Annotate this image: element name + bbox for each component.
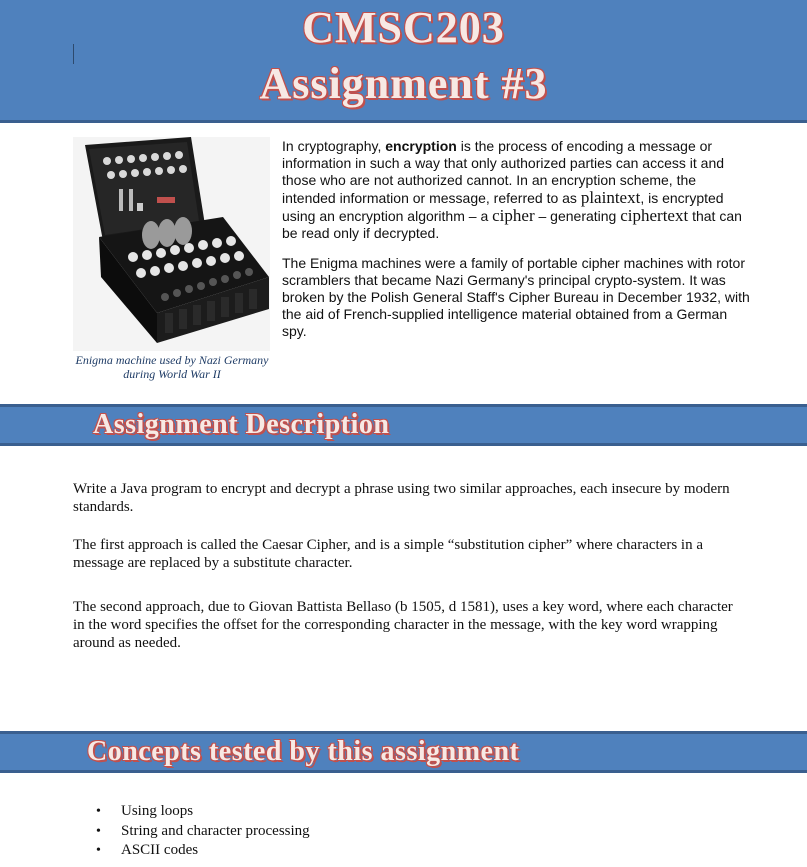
document-title-line2: Assignment #3 xyxy=(259,59,548,108)
enigma-machine-illustration xyxy=(73,137,270,351)
intro-paragraph-enigma: The Enigma machines were a family of portable cipher machines with rotor scramblers that became Nazi Germany's principal crypto-system. It was broken by the Polish General Staff's Cipher Bureau in December 1932, with the aid of French-supplied intelligence material obtained from a German spy. xyxy=(282,255,750,339)
intro-text xyxy=(282,138,752,353)
description-paragraph-3: The second approach, due to Giovan Battista Bellaso (b 1505, d 1581), uses a key word, where each character in the word specifies the offset for the corresponding character in the message, with the key word wrapping around as needed. xyxy=(73,599,733,651)
list-item: • ASCII codes xyxy=(96,841,310,861)
bullet-icon: • xyxy=(96,804,101,819)
list-item: • String and character processing xyxy=(96,822,310,842)
term-plaintext: plaintext xyxy=(580,188,641,207)
image-caption: Enigma machine used by Nazi Germany during World War II xyxy=(75,353,269,381)
description-paragraph-1: Write a Java program to encrypt and decrypt a phrase using two similar approaches, each insecure by modern standards. xyxy=(73,481,730,515)
term-cipher: cipher xyxy=(492,206,535,225)
term-ciphertext: ciphertext xyxy=(620,206,689,225)
section-heading-concepts: Concepts tested by this assignment xyxy=(87,736,520,767)
section-heading-description: Assignment Description xyxy=(93,409,390,440)
enigma-machine-image xyxy=(73,137,270,351)
header-band xyxy=(0,0,807,123)
intro-paragraph-encryption: In cryptography, encryption is the process of encoding a message or information in such a way that only authorized parties can access it and those who are not authorized cannot. In an encryption scheme, the intended information or message, referred to as plaintext, is encrypted using an encryption algorithm – a cipher – generating ciphertext that can be read only if decrypted. xyxy=(282,138,742,241)
document-title-line1: CMSC203 xyxy=(302,3,505,52)
section-band-concepts xyxy=(0,731,807,773)
concepts-list xyxy=(96,802,310,861)
bullet-icon: • xyxy=(96,823,101,839)
description-paragraph-2: The first approach is called the Caesar Cipher, and is a simple “substitution cipher” where characters in a message are replaced by a substitute character. xyxy=(73,537,703,571)
list-item: • Using loops xyxy=(96,802,310,822)
section-band-description xyxy=(0,404,807,446)
bullet-icon: • xyxy=(96,843,101,858)
term-encryption: encryption xyxy=(385,138,457,154)
